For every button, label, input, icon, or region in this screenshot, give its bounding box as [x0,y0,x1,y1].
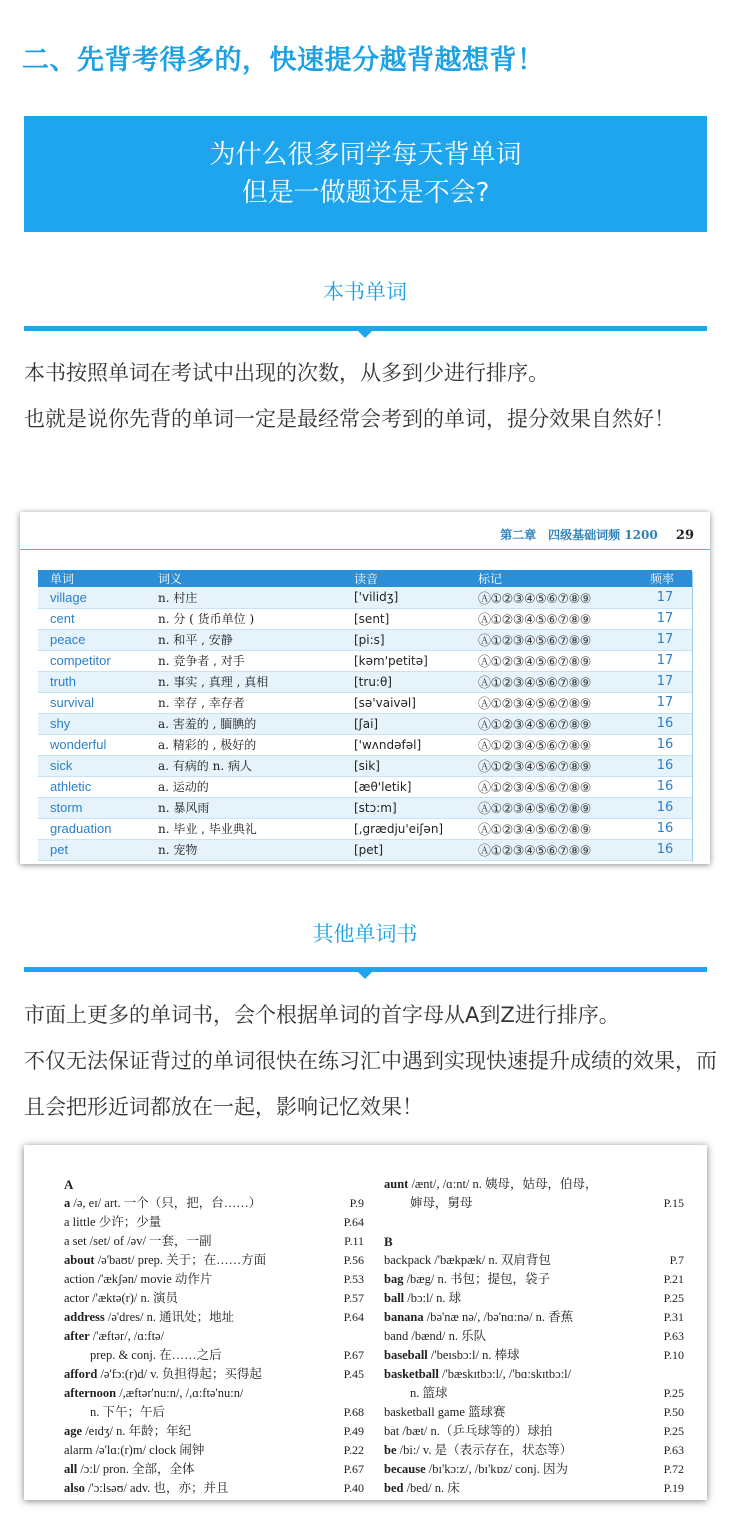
entry-definition: n. 下午；午后 [90,1405,166,1419]
entry-definition: alarm /ə'lɑ:(r)m/ clock 闹钟 [64,1443,205,1457]
dictionary-entry [64,1365,364,1384]
entry-page: P.19 [663,1481,684,1495]
divider-notch [358,972,372,979]
cell-frequency: 16 [638,776,692,797]
entry-headword: after [64,1329,90,1343]
entry-page: P.31 [663,1310,684,1324]
cell-frequency: 17 [638,671,692,692]
entry-page: P.25 [663,1424,684,1438]
cell-frequency: 16 [638,734,692,755]
entry-page [678,1365,684,1384]
entry-page: P.67 [343,1348,364,1362]
entry-text [64,1403,165,1422]
header-rule [20,549,710,550]
cell-meaning: n. 竞争者 , 对手 [146,650,342,671]
dictionary-entry [64,1194,364,1213]
entry-text [384,1403,506,1422]
cell-word: storm [38,797,146,818]
frequency-table [38,570,692,861]
entry-page: P.67 [343,1462,364,1476]
entry-headword: age [64,1424,83,1438]
cell-marks: Ⓐ①②③④⑤⑥⑦⑧⑨ [466,608,638,629]
dictionary-entry [64,1346,364,1365]
frequency-word-page [20,512,710,864]
entry-definition: /bɔ:l/ n. 球 [404,1291,462,1305]
this-book-title: 本书单词 [323,280,407,304]
entry-page [358,1384,364,1403]
cell-marks: Ⓐ①②③④⑤⑥⑦⑧⑨ [466,776,638,797]
entry-text [64,1479,229,1498]
cell-frequency: 16 [638,755,692,776]
table-row [38,587,692,608]
entry-page: P.40 [343,1481,364,1495]
cell-marks: Ⓐ①②③④⑤⑥⑦⑧⑨ [466,629,638,650]
cell-frequency: 16 [638,839,692,860]
entry-text [64,1251,266,1270]
cell-frequency: 16 [638,818,692,839]
cell-meaning: a. 害羞的 , 腼腆的 [146,713,342,734]
entry-definition: prep. & conj. 在……之后 [90,1348,222,1362]
entry-text [64,1308,234,1327]
entry-text [384,1460,568,1479]
page-number: 29 [675,528,694,543]
this-book-description [24,350,714,442]
spacer [384,1213,684,1232]
aunt-entry-cont [384,1194,684,1213]
entry-text [64,1460,195,1479]
cell-phonetic: [stɔ:m] [342,797,466,818]
cell-marks: Ⓐ①②③④⑤⑥⑦⑧⑨ [466,734,638,755]
cell-meaning: n. 宠物 [146,839,342,860]
page-header [500,526,694,543]
entry-text [64,1346,222,1365]
entry-definition: /'beɪsbɔ:l/ n. 棒球 [427,1348,520,1362]
entry-definition: a little 少许；少量 [64,1215,162,1229]
entry-definition: basketball game 篮球赛 [384,1405,506,1419]
entry-definition: /bi:/ v. 是（表示存在，状态等） [396,1443,573,1457]
table-row [38,629,692,650]
cell-phonetic: [kəm'petitə] [342,650,466,671]
dictionary-entry [64,1441,364,1460]
cell-phonetic: [tru:θ] [342,671,466,692]
dictionary-entry [384,1251,684,1270]
entry-headword: a [64,1196,71,1210]
entry-headword: be [384,1443,397,1457]
entry-page: P.7 [669,1253,684,1267]
entry-text [64,1232,212,1251]
cell-marks: Ⓐ①②③④⑤⑥⑦⑧⑨ [466,797,638,818]
cell-word: shy [38,713,146,734]
entry-headword: afford [64,1367,98,1381]
entry-text [384,1479,460,1498]
table-row [38,650,692,671]
entry-page: P.22 [343,1443,364,1457]
entry-definition: /ə, eɪ/ art. 一个（只，把，台……） [70,1196,262,1210]
entry-definition: bat /bæt/ n.（乒乓球等的）球拍 [384,1424,553,1438]
entry-text [384,1365,571,1384]
entry-definition: /bɪ'kɔ:z/, /bɪ'kɒz/ conj. 因为 [425,1462,568,1476]
alphabetical-word-page [24,1145,707,1500]
dictionary-entry [384,1270,684,1289]
entry-page: P.10 [663,1348,684,1362]
entry-headword: because [384,1462,426,1476]
entry-definition: actor /'æktə(r)/ n. 演员 [64,1291,179,1305]
entry-text [384,1251,551,1270]
cell-phonetic: ['wʌndəfəl] [342,734,466,755]
entry-definition: band /bænd/ n. 乐队 [384,1329,487,1343]
entry-headword: ball [384,1291,405,1305]
entry-page: P.21 [663,1272,684,1286]
cell-word: peace [38,629,146,650]
dictionary-entry [384,1289,684,1308]
aunt-page: P.15 [663,1196,684,1210]
aunt-definition-cont: 婶母，舅母 [410,1196,473,1210]
entry-headword: afternoon [64,1386,117,1400]
cell-marks: Ⓐ①②③④⑤⑥⑦⑧⑨ [466,713,638,734]
cell-word: wonderful [38,734,146,755]
cell-phonetic: ['vilidʒ] [342,587,466,608]
entry-headword: basketball [384,1367,439,1381]
entry-headword: address [64,1310,105,1324]
cell-word: truth [38,671,146,692]
entry-page: P.63 [663,1443,684,1457]
entry-page: P.68 [343,1405,364,1419]
cell-phonetic: [,grædju'eiʃən] [342,818,466,839]
dictionary-entry [64,1251,364,1270]
cell-word: cent [38,608,146,629]
entry-headword: baseball [384,1348,428,1362]
table-row [38,608,692,629]
dictionary-entry [384,1327,684,1346]
entry-definition: /ə'dres/ n. 通讯处；地址 [104,1310,235,1324]
cell-meaning: n. 毕业 , 毕业典礼 [146,818,342,839]
dictionary-entry [64,1460,364,1479]
cell-phonetic: [æθ'letik] [342,776,466,797]
cell-phonetic: [sə'vaivəl] [342,692,466,713]
cell-word: survival [38,692,146,713]
desc-line-2: 也就是说你先背的单词一定是最经常会考到的单词，提分效果自然好！ [24,407,675,431]
entry-definition: /bə'næ nə/, /bə'nɑ:nə/ n. 香蕉 [423,1310,574,1324]
entry-page: P.63 [663,1329,684,1343]
entry-text [64,1213,161,1232]
cell-meaning: a. 精彩的 , 极好的 [146,734,342,755]
entry-text [384,1289,461,1308]
cell-word: athletic [38,776,146,797]
entry-text [384,1441,572,1460]
entry-text [64,1365,262,1384]
banner-line-2: 但是一做题还是不会? [241,178,490,208]
dictionary-entry [384,1384,684,1403]
col-header-marks: 标记 [466,570,638,587]
dictionary-entry [384,1308,684,1327]
dictionary-entry [384,1479,684,1498]
entry-page: P.25 [663,1291,684,1305]
entry-headword: bag [384,1272,404,1286]
letter-heading-a: A [64,1177,74,1192]
other-books-description [24,992,719,1130]
entry-text [64,1270,212,1289]
cell-meaning: a. 运动的 [146,776,342,797]
table-row [38,818,692,839]
entry-page [358,1327,364,1346]
cell-marks: Ⓐ①②③④⑤⑥⑦⑧⑨ [466,671,638,692]
entry-definition: a set /set/ of /əv/ 一套，一副 [64,1234,212,1248]
cell-frequency: 16 [638,797,692,818]
entry-definition: /ə'baʊt/ prep. 关于；在……方面 [94,1253,267,1267]
table-row [38,776,692,797]
dictionary-entry [64,1403,364,1422]
cell-meaning: n. 暴风雨 [146,797,342,818]
table-row [38,671,692,692]
cell-marks: Ⓐ①②③④⑤⑥⑦⑧⑨ [466,818,638,839]
entry-definition: /ə'fɔ:(r)d/ v. 负担得起；买得起 [97,1367,262,1381]
banner-line-1: 为什么很多同学每天背单词 [209,140,522,170]
entry-page: P.57 [343,1291,364,1305]
entry-text [64,1441,204,1460]
dictionary-entry [64,1270,364,1289]
dictionary-entry [64,1308,364,1327]
cell-frequency: 17 [638,650,692,671]
entry-definition: /bæg/ n. 书包；提包，袋子 [403,1272,550,1286]
entry-definition: /bed/ n. 床 [403,1481,460,1495]
cell-meaning: n. 分 ( 货币单位 ) [146,608,342,629]
letter-heading-b: B [384,1234,393,1249]
table-row [38,797,692,818]
table-row [38,734,692,755]
cell-word: graduation [38,818,146,839]
dictionary-entry [384,1346,684,1365]
cell-meaning: n. 村庄 [146,587,342,608]
cell-word: pet [38,839,146,860]
entry-text [64,1422,191,1441]
dictionary-entry [384,1403,684,1422]
table-row [38,713,692,734]
entry-page: P.64 [343,1310,364,1324]
page-edge [692,572,710,862]
dictionary-entry [64,1422,364,1441]
entry-headword: about [64,1253,95,1267]
cell-frequency: 17 [638,587,692,608]
cell-phonetic: [sik] [342,755,466,776]
entry-page: P.64 [343,1215,364,1229]
cell-word: village [38,587,146,608]
table-row [38,755,692,776]
cell-word: sick [38,755,146,776]
cell-marks: Ⓐ①②③④⑤⑥⑦⑧⑨ [466,755,638,776]
entry-text [64,1194,261,1213]
dictionary-entry [384,1422,684,1441]
entry-text [384,1308,573,1327]
question-banner [24,116,707,232]
cell-meaning: n. 和平 , 安静 [146,629,342,650]
dictionary-entry [384,1365,684,1384]
entry-definition: action /'ækʃən/ movie 动作片 [64,1272,213,1286]
entry-definition: backpack /'bækpæk/ n. 双肩背包 [384,1253,551,1267]
cell-frequency: 17 [638,692,692,713]
entry-definition: /ɔ:l/ pron. 全部，全体 [77,1462,195,1476]
entry-page: P.11 [344,1234,364,1248]
dictionary-entry [64,1327,364,1346]
entry-headword: banana [384,1310,424,1324]
cell-meaning: n. 幸存 , 幸存者 [146,692,342,713]
column-b [384,1175,684,1498]
dictionary-entry [64,1479,364,1498]
entry-page: P.56 [343,1253,364,1267]
aunt-entry [384,1175,684,1194]
entry-text [384,1327,486,1346]
cell-phonetic: [ʃai] [342,713,466,734]
column-a [64,1175,364,1498]
entry-page: P.53 [343,1272,364,1286]
entry-headword: also [64,1481,85,1495]
aunt-headword: aunt [384,1177,409,1191]
col-header-frequency: 频率 [638,570,692,587]
dictionary-entry [384,1460,684,1479]
chapter-title: 第二章 四级基础词频 1200 [500,528,658,542]
cell-phonetic: [pet] [342,839,466,860]
cell-phonetic: [pi:s] [342,629,466,650]
entry-headword: all [64,1462,78,1476]
entry-page: P.9 [349,1196,364,1210]
dictionary-entry [64,1384,364,1403]
col-header-phonetic: 读音 [342,570,466,587]
cell-word: competitor [38,650,146,671]
entry-headword: bed [384,1481,404,1495]
cell-frequency: 17 [638,608,692,629]
cell-marks: Ⓐ①②③④⑤⑥⑦⑧⑨ [466,650,638,671]
entry-text [64,1327,164,1346]
entry-definition: /'bæskɪtbɔ:l/, /'bɑ:skɪtbɔ:l/ [438,1367,572,1381]
entry-definition: /,æftər'nu:n/, /,ɑ:ftə'nu:n/ [116,1386,244,1400]
desc-line-1: 市面上更多的单词书，会个根据单词的首字母从A到Z进行排序。 [24,1003,620,1027]
dictionary-entry [64,1232,364,1251]
entry-page: P.72 [663,1462,684,1476]
entry-definition: /eɪdʒ/ n. 年龄；年纪 [82,1424,192,1438]
cell-frequency: 16 [638,713,692,734]
table-row [38,839,692,860]
entry-text [384,1384,448,1403]
cell-frequency: 17 [638,629,692,650]
entry-definition: /'ɔ:lsəʊ/ adv. 也，亦；并且 [84,1481,229,1495]
entry-page: P.25 [663,1386,684,1400]
cell-marks: Ⓐ①②③④⑤⑥⑦⑧⑨ [466,839,638,860]
col-header-word: 单词 [38,570,146,587]
table-header-row [38,570,692,587]
dictionary-entry [64,1289,364,1308]
col-header-meaning: 词义 [146,570,342,587]
other-books-divider [24,967,707,972]
cell-meaning: n. 事实 , 真理 , 真相 [146,671,342,692]
cell-marks: Ⓐ①②③④⑤⑥⑦⑧⑨ [466,587,638,608]
entry-page: P.45 [343,1367,364,1381]
desc-line-1: 本书按照单词在考试中出现的次数，从多到少进行排序。 [24,361,549,385]
entry-text [64,1289,178,1308]
aunt-definition: /ænt/, /ɑ:nt/ n. 姨母，姑母，伯母， [408,1177,598,1191]
cell-phonetic: [sent] [342,608,466,629]
entry-text [384,1422,552,1441]
entry-page: P.49 [343,1424,364,1438]
entry-page: P.50 [663,1405,684,1419]
this-book-divider [24,326,707,331]
dictionary-entry [384,1441,684,1460]
dictionary-entry [64,1213,364,1232]
entry-text [384,1346,520,1365]
table-row [38,692,692,713]
section-heading: 二、先背考得多的，快速提分越背越想背！ [22,45,545,76]
cell-meaning: a. 有病的 n. 病人 [146,755,342,776]
divider-notch [358,331,372,338]
other-books-title: 其他单词书 [312,922,418,946]
entry-text [64,1384,243,1403]
entry-definition: n. 篮球 [410,1386,448,1400]
entry-definition: /'æftər/, /ɑ:ftə/ [89,1329,165,1343]
desc-line-2: 不仅无法保证背过的单词很快在练习汇中遇到实现快速提升成绩的效果，而且会把形近词都放在一起，影响记忆效果！ [24,1049,717,1119]
entry-text [384,1270,550,1289]
cell-marks: Ⓐ①②③④⑤⑥⑦⑧⑨ [466,692,638,713]
